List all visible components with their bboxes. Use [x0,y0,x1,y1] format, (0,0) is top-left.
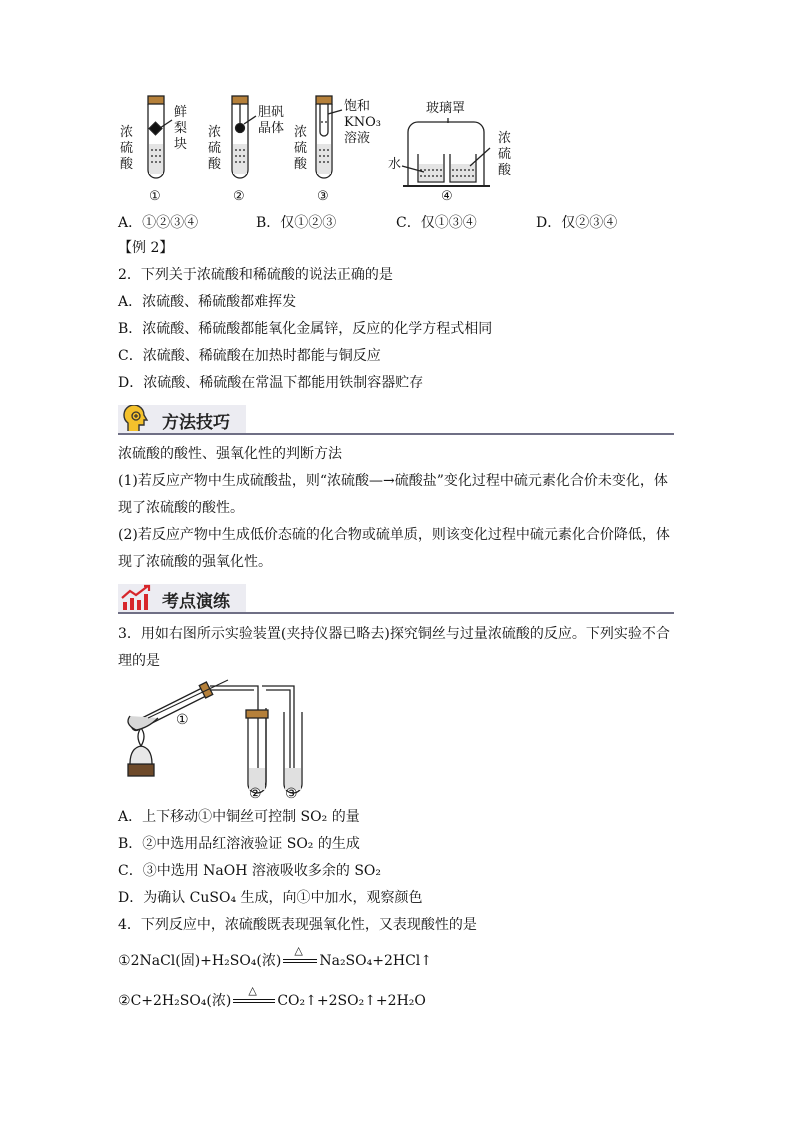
q1-options [118,212,678,232]
figure-test-tubes [118,92,538,208]
tube1-stopper [148,96,164,104]
q1-option-d[interactable]: D．仅②③④ [536,215,618,231]
q3-stem-line2: 理的是 [118,653,160,669]
lamp-stand [128,764,154,776]
reaction-1 [118,944,432,971]
reaction-1-left: 2NaCl(固)+H₂SO₄(浓) [130,953,282,969]
tube2-left-label-1: 浓 [208,125,222,140]
q4-stem: 4．下列反应中，浓硫酸既表现强氧化性，又表现酸性的是 [118,917,477,933]
alcohol-lamp [130,746,152,764]
tube1-right-label-1: 鲜 [174,105,188,120]
tube2-right-label-2: 晶体 [258,121,285,136]
tube3-left-label-1: 浓 [294,125,308,140]
method-p1-line2: 现了浓硫酸的酸性。 [118,500,244,516]
tube3-left-label-3: 酸 [294,157,308,172]
tube3-stopper [316,96,332,104]
figure-copper-apparatus [118,672,318,800]
setup4-number: ④ [441,189,453,204]
trend-chart-icon [120,584,154,612]
flame-icon [138,728,144,746]
reaction-2-condition: △ [248,984,257,997]
q1-option-a[interactable]: A．①②③④ [118,215,199,231]
example2-option-c[interactable]: C．浓硫酸、稀硫酸在加热时都能与铜反应 [118,348,381,364]
tube3-right-label-1: 饱和 [344,99,371,114]
apparatus-label-2: ② [249,786,262,800]
reaction-2-left: C+2H₂SO₄(浓) [130,993,232,1009]
q3-stem-line1: 3．用如右图所示实验装置(夹持仪器已略去)探究铜丝与过量浓硫酸的反应。下列实验不合 [118,626,670,642]
practice-section-title: 考点演练 [162,592,230,612]
q1-option-c[interactable]: C．仅①③④ [396,215,477,231]
tube3-left-label-2: 硫 [294,141,308,156]
reaction-1-condition: △ [294,944,303,957]
tube2-right-label-1: 胆矾 [258,105,285,120]
setup4-left-label: 水 [388,157,402,172]
example2-stem: 2．下列关于浓硫酸和稀硫酸的说法正确的是 [118,267,393,283]
tube1-left-label-1: 浓 [120,125,134,140]
tube3-right-label-2: KNO₃ [344,115,381,130]
method-p2-line1: (2)若反应产物中生成低价态硫的化合物或硫单质，则该变化过程中硫元素化合价降低，体 [118,527,670,543]
tube2-left-label-2: 硫 [208,141,222,156]
brain-head-icon [122,405,152,433]
tube3-right-label-3: 溶液 [344,131,371,146]
setup4-right-label-3: 酸 [498,163,512,178]
tube2-left-label-3: 酸 [208,157,222,172]
q3-option-b[interactable]: B．②中选用品红溶液验证 SO₂ 的生成 [118,836,360,852]
method-heading: 浓硫酸的酸性、强氧化性的判断方法 [118,446,342,462]
tube1-left-label-2: 硫 [120,141,134,156]
practice-section-header [118,584,674,614]
q3-option-c[interactable]: C．③中选用 NaOH 溶液吸收多余的 SO₂ [118,863,382,879]
reaction-2-right: CO₂↑+2SO₂↑+2H₂O [277,993,426,1009]
reaction-1-num: ① [118,953,131,969]
tube3-number: ③ [317,189,329,204]
setup4-top-label: 玻璃罩 [426,101,466,116]
method-p2-line2: 现了浓硫酸的强氧化性。 [118,554,272,570]
pear-block [149,122,162,135]
tube2-number: ② [233,189,245,204]
setup4-right-label-2: 硫 [498,147,512,162]
method-section-header [118,405,674,435]
reaction-1-right: Na₂SO₄+2HCl↑ [319,953,432,969]
apparatus-label-3: ③ [285,786,298,800]
tube2-stopper [232,96,248,104]
small-tube [320,104,328,136]
q3-option-a[interactable]: A．上下移动①中铜丝可控制 SO₂ 的量 [118,809,360,825]
tube1-number: ① [149,189,161,204]
method-p1-line1: (1)若反应产物中生成硫酸盐，则“浓硫酸—→硫酸盐”变化过程中硫元素化合价未变化，体 [118,473,668,489]
tube1-right-label-2: 梨 [174,121,188,136]
setup4-right-label-1: 浓 [498,131,512,146]
method-section-title: 方法技巧 [162,413,230,433]
apparatus-label-1: ① [176,712,189,728]
reaction-2 [118,984,426,1011]
example2-header: 【例 2】 [118,240,174,256]
example2-option-d[interactable]: D．浓硫酸、稀硫酸在常温下都能用铁制容器贮存 [118,375,424,391]
tube1-right-label-3: 块 [174,137,188,152]
q3-option-d[interactable]: D．为确认 CuSO₄ 生成，向①中加水，观察颜色 [118,890,423,906]
example2-option-a[interactable]: A．浓硫酸、稀硫酸都难挥发 [118,294,297,310]
example2-option-b[interactable]: B．浓硫酸、稀硫酸都能氧化金属锌，反应的化学方程式相同 [118,321,493,337]
reaction-2-num: ② [118,993,131,1009]
blue-vitriol-crystal [236,124,245,133]
tube1-left-label-3: 酸 [120,157,134,172]
q1-option-b[interactable]: B．仅①②③ [256,215,337,231]
